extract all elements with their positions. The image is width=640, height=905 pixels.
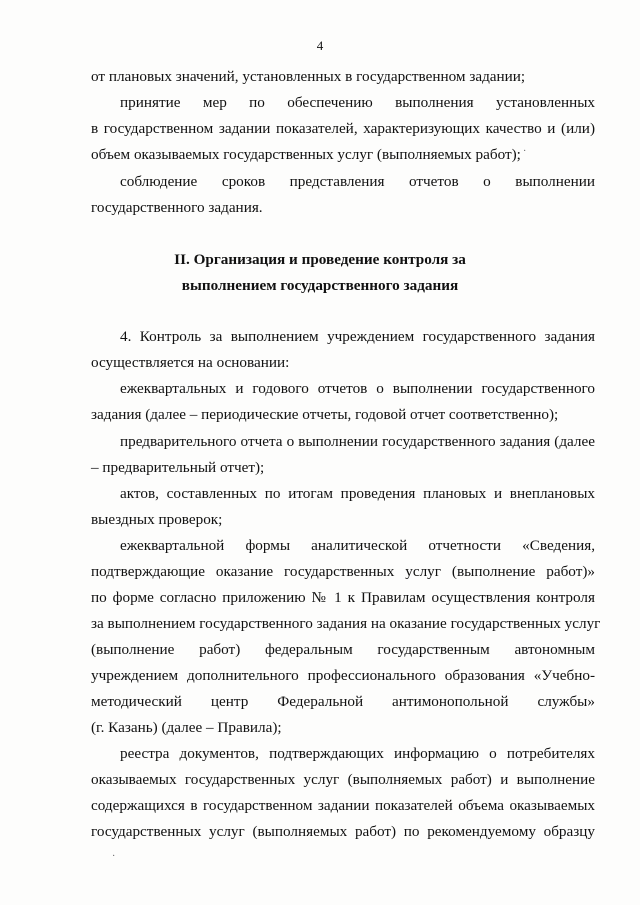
section-heading: выполнением государственного задания: [181, 277, 459, 294]
scan-speck: ·: [112, 851, 116, 862]
text-line: содержащихся в государственном задании показателей объема оказываемых: [91, 797, 595, 814]
text-line: выездных проверок;: [91, 511, 223, 528]
text-line: по форме согласно приложению № 1 к Правилам осуществления контроля: [91, 589, 595, 606]
text-line: реестра документов, подтверждающих информацию о потребителях: [120, 745, 595, 762]
scan-speck: ·: [523, 146, 527, 157]
text-line: – предварительный отчет);: [91, 459, 265, 476]
text-line: объем оказываемых государственных услуг (выполняемых работ);: [91, 146, 521, 163]
text-line: осуществляется на основании:: [91, 354, 290, 371]
text-line: оказываемых государственных услуг (выполняемых работ) и выполнение: [91, 771, 595, 788]
text-line: задания (далее – периодические отчеты, годовой отчет соответственно);: [91, 406, 559, 423]
text-line: (г. Казань) (далее – Правила);: [91, 719, 282, 736]
text-line: ежеквартальной формы аналитической отчетности «Сведения,: [120, 537, 595, 554]
text-line: актов, составленных по итогам проведения плановых и внеплановых: [120, 485, 595, 502]
section-heading: II. Организация и проведение контроля за: [174, 251, 466, 268]
text-line: 4. Контроль за выполнением учреждением государственного задания: [120, 328, 595, 345]
text-line: подтверждающие оказание государственных услуг (выполнение работ)»: [91, 563, 595, 580]
text-line: в государственном задании показателей, характеризующих качество и (или): [91, 120, 595, 137]
text-line: государственного задания.: [91, 199, 263, 216]
text-line: учреждением дополнительного профессионального образования «Учебно-: [91, 667, 595, 684]
page-number: 4: [316, 38, 324, 53]
text-line: за выполнением государственного задания на оказание государственных услуг: [91, 615, 601, 632]
text-line: методический центр Федеральной антимонопольной службы»: [91, 693, 595, 710]
text-line: предварительного отчета о выполнении государственного задания (далее: [120, 433, 595, 450]
text-line: принятие мер по обеспечению выполнения установленных: [120, 94, 595, 111]
text-line: (выполнение работ) федеральным государственным автономным: [91, 641, 595, 658]
text-line: от плановых значений, установленных в государственном задании;: [91, 68, 526, 85]
text-line: государственных услуг (выполняемых работ) по рекомендуемому образцу: [91, 823, 595, 840]
text-line: соблюдение сроков представления отчетов о выполнении: [120, 173, 595, 190]
text-line: ежеквартальных и годового отчетов о выполнении государственного: [120, 380, 595, 397]
